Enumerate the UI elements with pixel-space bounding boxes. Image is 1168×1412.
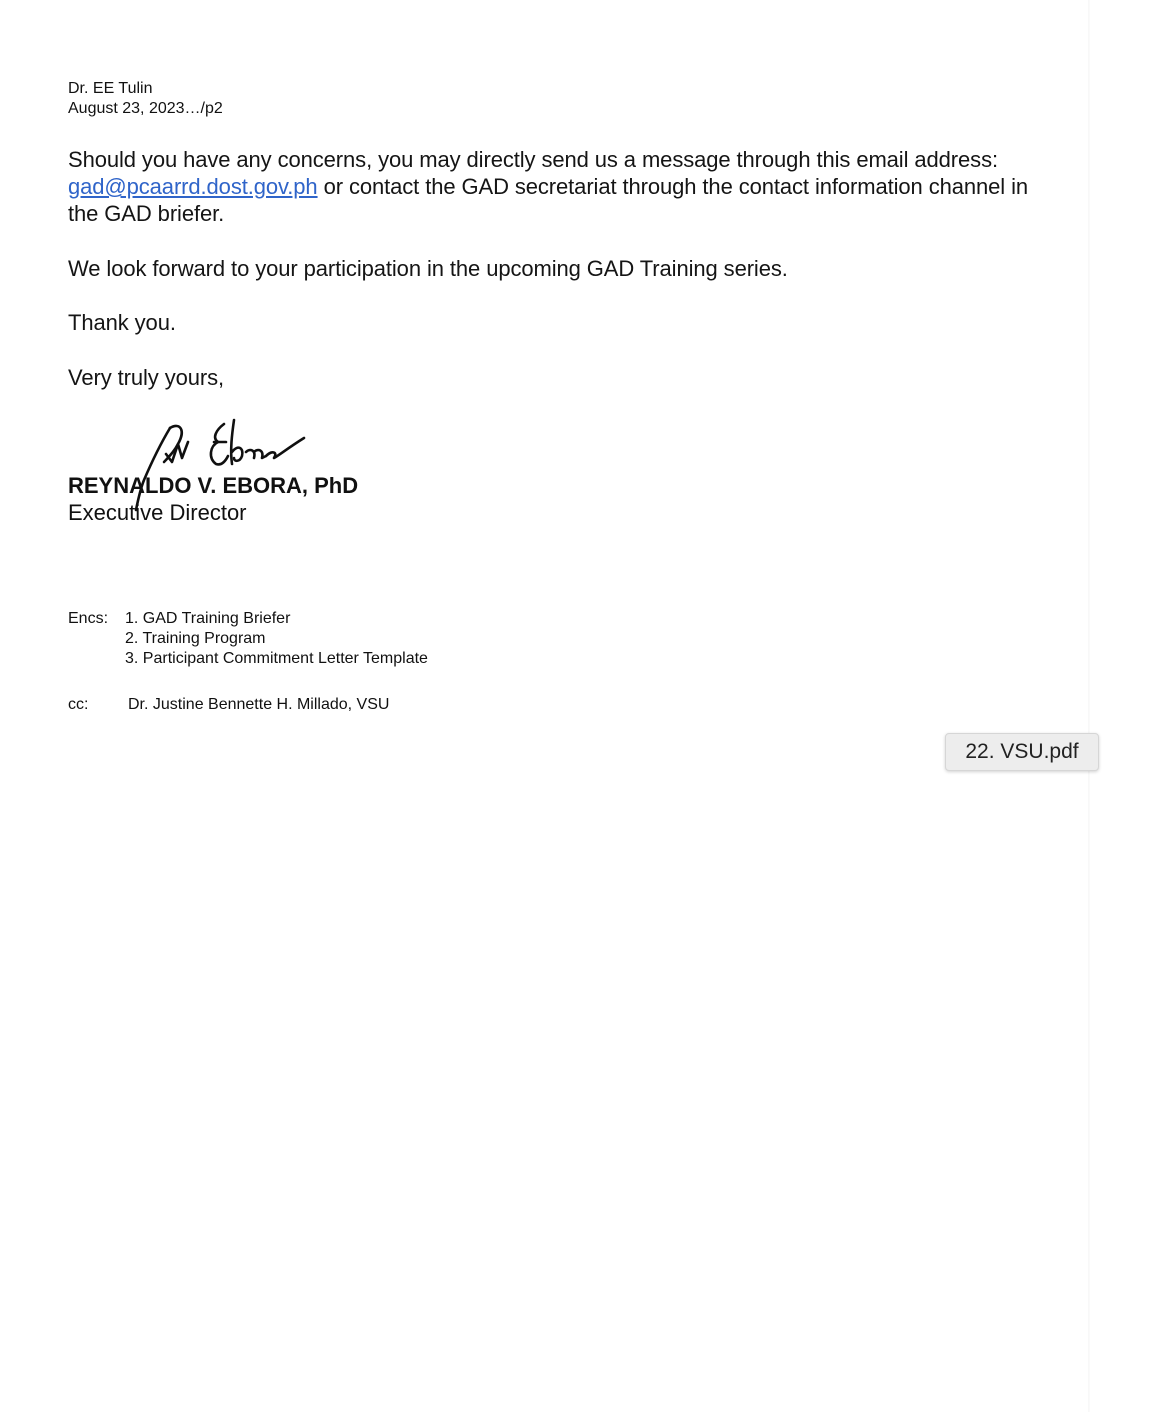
recipient-name: Dr. EE Tulin	[68, 80, 153, 97]
enclosures-label: Encs:	[68, 610, 109, 627]
page-edge	[1088, 0, 1090, 1412]
page-header	[68, 79, 223, 119]
signatory-title: Executive Director	[68, 500, 247, 525]
enclosures-list	[125, 609, 428, 669]
cc-label: cc:	[68, 696, 89, 713]
date-page: August 23, 2023…/p2	[68, 100, 223, 117]
enclosure-item: 3. Participant Commitment Letter Template	[125, 650, 428, 667]
concerns-text-after: or contact the GAD secretariat through the contact information channel in the GAD briefer.	[68, 174, 1028, 226]
closing-salutation: Very truly yours,	[68, 365, 225, 390]
participation-paragraph: We look forward to your participation in the upcoming GAD Training series.	[68, 256, 788, 281]
enclosure-item: 1. GAD Training Briefer	[125, 610, 291, 627]
concerns-paragraph	[68, 146, 1028, 227]
file-name-badge[interactable]: 22. VSU.pdf	[945, 733, 1099, 771]
cc-recipient: Dr. Justine Bennette H. Millado, VSU	[128, 696, 390, 713]
signatory-name: REYNALDO V. EBORA, PhD	[68, 473, 359, 498]
email-link[interactable]: gad@pcaarrd.dost.gov.ph	[68, 174, 318, 199]
enclosure-item: 2. Training Program	[125, 630, 266, 647]
concerns-text-before: Should you have any concerns, you may directly send us a message through this email address:	[68, 147, 998, 172]
thanks-paragraph: Thank you.	[68, 310, 176, 335]
